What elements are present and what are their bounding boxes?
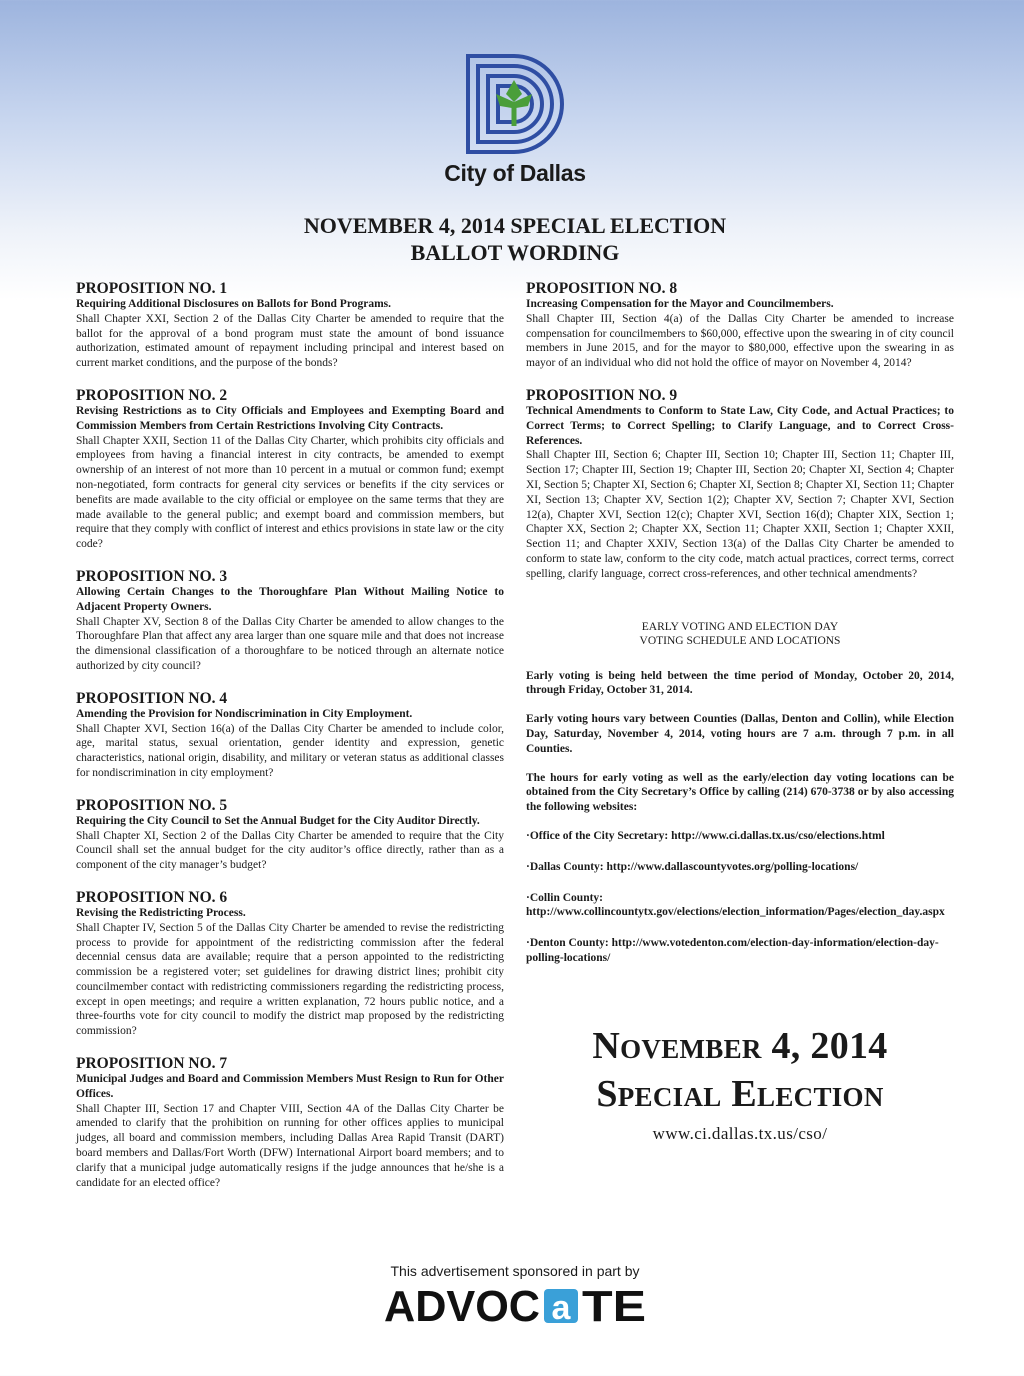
proposition-5: [76, 797, 504, 873]
election-banner: [526, 1022, 954, 1144]
proposition-heading: PROPOSITION NO. 4: [76, 689, 228, 707]
proposition-body: Shall Chapter IV, Section 5 of the Dallas City Charter be amended to revise the redistricting process to provide for appointment of the redistricting commission after the federal decennial census data are available; require that a person appointed to the redistricting commission be a registered voter; set guidelines for drawing district lines; prohibit city councilmember contact with redistricting commissioners regarding the redistricting process, except in open meetings; and require a written explanation, 72 hours public notice, and a three-fourths vote for city council to modify the district map proposed by the redistricting commission?: [76, 921, 504, 1038]
banner-title: Special Election: [596, 1073, 884, 1115]
proposition-subtitle: Technical Amendments to Conform to State Law, City Code, and Actual Practices; to Correct Terms; to Correct Spelling; to Clarify Language, and to Correct Cross-References.: [526, 404, 954, 447]
city-of-dallas-logo: [462, 50, 572, 160]
proposition-body: Shall Chapter XXII, Section 11 of the Dallas City Charter, which prohibits city officials and employees from having a financial interest in city contracts, be amended to exempt ownership of an interest of not more than 10 percent in a mutual or common fund; exempt non-negotiated, form contracts for general city services or benefits if the city services or benefits are made available to the city official or employee on the same terms that they are made available to the general public; and exempt board and commission members, but require that they comply with conflict of interest and ethics provisions in state law or the city code?: [76, 434, 504, 551]
proposition-body: Shall Chapter III, Section 17 and Chapter VIII, Section 4A of the Dallas City Charter be amended to clarify that the prohibition on running for other offices applies to municipal judges, all board and commission members, including Dallas Area Rapid Transit (DART) board members and Dallas/Fort Worth (DFW) International Airport board members; and to clarify that a municipal judge automatically resigns if the judge announces that he/she is a candidate for an elected office?: [76, 1102, 504, 1189]
title-line-2: BALLOT WORDING: [410, 240, 620, 265]
city-name: City of Dallas: [444, 160, 586, 186]
proposition-subtitle: Revising the Redistricting Process.: [76, 906, 246, 919]
sponsor-text: This advertisement sponsored in part by: [390, 1263, 640, 1279]
proposition-subtitle: Requiring the City Council to Set the Annual Budget for the City Auditor Directly.: [76, 814, 480, 827]
proposition-heading: PROPOSITION NO. 7: [76, 1055, 228, 1073]
website-link-collin-county[interactable]: ·Collin County: http://www.collincountytx.gov/elections/election_information/Pages/election_day.aspx: [526, 891, 945, 919]
right-column: [526, 280, 954, 982]
proposition-heading: PROPOSITION NO. 9: [526, 386, 678, 404]
schedule-heading-line-1: EARLY VOTING AND ELECTION DAY: [641, 620, 839, 633]
page-title: [0, 212, 1024, 266]
proposition-subtitle: Municipal Judges and Board and Commission Members Must Resign to Run for Other Offices.: [76, 1073, 504, 1100]
website-link-denton-county[interactable]: ·Denton County: http://www.votedenton.com/election-day-information/election-day-polling-locations/: [526, 937, 939, 964]
banner-date: November 4, 2014: [592, 1025, 888, 1067]
proposition-3: [76, 568, 504, 674]
early-voting-dates: Early voting is being held between the time period of Monday, October 20, 2014, through Friday, October 31, 2014.: [526, 669, 954, 697]
proposition-body: Shall Chapter XI, Section 2 of the Dallas City Charter be amended to require that the City Council shall set the annual budget for the city auditor’s office directly, rather than as a component of the city manager’s budget?: [76, 829, 504, 872]
proposition-9: [526, 387, 954, 582]
proposition-heading: PROPOSITION NO. 5: [76, 796, 228, 814]
proposition-subtitle: Revising Restrictions as to City Officials and Employees and Exempting Board and Commission Members from Certain Restrictions Involving City Contracts.: [76, 404, 504, 432]
proposition-1: [76, 280, 504, 371]
proposition-heading: PROPOSITION NO. 6: [76, 888, 228, 906]
proposition-subtitle: Requiring Additional Disclosures on Ballots for Bond Programs.: [76, 298, 392, 310]
proposition-body: Shall Chapter III, Section 4(a) of the Dallas City Charter be amended to increase compensation for councilmembers to $60,000, effective upon the swearing in of city council members in June 2015, and for the mayor to $80,000, effective upon the swearing in as mayor of an individual who did not hold the office of mayor on November 4, 2014?: [526, 312, 954, 370]
proposition-body: Shall Chapter XVI, Section 16(a) of the Dallas City Charter be amended to include color, age, marital status, sexual orientation, gender identity and expression, genetic characteristics, national origin, disability, and military or veteran status as additional classes for nondiscrimination in city employment?: [76, 722, 504, 779]
proposition-heading: PROPOSITION NO. 8: [526, 280, 678, 297]
locations-info: The hours for early voting as well as the early/election day voting locations can be obtained from the City Secretary’s Office by calling (214) 670-3738 or by also accessing the following websites:: [526, 771, 954, 814]
proposition-subtitle: Allowing Certain Changes to the Thoroughfare Plan Without Mailing Notice to Adjacent Property Owners.: [76, 585, 504, 613]
proposition-subtitle: Amending the Provision for Nondiscrimination in City Employment.: [76, 707, 413, 720]
title-line-1: NOVEMBER 4, 2014 SPECIAL ELECTION: [303, 213, 727, 238]
svg-text:ADVOC: ADVOC: [384, 1283, 540, 1327]
website-link-dallas-county[interactable]: ·Dallas County: http://www.dallascountyvotes.org/polling-locations/: [526, 860, 859, 873]
proposition-heading: PROPOSITION NO. 1: [76, 280, 228, 297]
svg-text:TE: TE: [582, 1283, 646, 1327]
banner-url[interactable]: www.ci.dallas.tx.us/cso/: [652, 1124, 828, 1143]
proposition-body: Shall Chapter XXI, Section 2 of the Dallas City Charter be amended to require that the ballot for the approval of a bond program must state the amount of bond issuance authorization, estimated amount of repayment including principal and interest based on current market conditions, and the purpose of the bonds?: [76, 312, 504, 370]
proposition-7: [76, 1055, 504, 1190]
proposition-body: Shall Chapter XV, Section 8 of the Dallas City Charter be amended to allow changes to the Thoroughfare Plan that affect any area larger than one square mile and that does not increase the dimensional classification of a thoroughfare to be noticed through an alternate notice authorized by city council?: [76, 615, 504, 672]
proposition-2: [76, 387, 504, 552]
proposition-subtitle: Increasing Compensation for the Mayor and Councilmembers.: [526, 298, 834, 310]
proposition-heading: PROPOSITION NO. 2: [76, 386, 228, 404]
proposition-8: [526, 280, 954, 371]
advocate-logo: [384, 1283, 648, 1327]
proposition-6: [76, 889, 504, 1039]
voting-hours: Early voting hours vary between Counties (Dallas, Denton and Collin), while Election Day, Saturday, November 4, 2014, voting hours are 7 a.m. through 7 p.m. in all Counties.: [526, 713, 954, 755]
svg-text:a: a: [551, 1289, 571, 1327]
left-column: [76, 280, 504, 1206]
schedule-heading: [526, 620, 954, 649]
website-link-city-secretary[interactable]: ·Office of the City Secretary: http://www.ci.dallas.tx.us/cso/elections.html: [526, 829, 885, 842]
schedule-heading-line-2: VOTING SCHEDULE AND LOCATIONS: [639, 635, 841, 648]
proposition-body: Shall Chapter III, Section 6; Chapter III, Section 10; Chapter III, Section 11; Chapter III, Section 17; Chapter III, Section 19; Chapter III, Section 20; Chapter XI, Section 4; Chapter XI, Section 5; Chapter XI, Section 6; Chapter XI, Section 8; Chapter XI, Section 11; Chapter XI, Section 13; Chapter XV, Section 1(2); Chapter XV, Section 7; Chapter XVI, Section 12(a), Chapter XVI, Section 12(c); Chapter XVI, Section 16(d); Chapter XIX, Section 1; Chapter XX, Section 2; Chapter XX, Section 11; Chapter XXII, Section 1; Chapter XXII, Section 11; and Chapter XXIV, Section 13(a) of the Dallas City Charter be amended to conform to state law, conform to the city code, match actual practices, correct terms, correct spelling, clarify language, correct cross-references, and other technical amendments?: [526, 449, 954, 580]
proposition-heading: PROPOSITION NO. 3: [76, 567, 228, 585]
proposition-4: [76, 690, 504, 781]
